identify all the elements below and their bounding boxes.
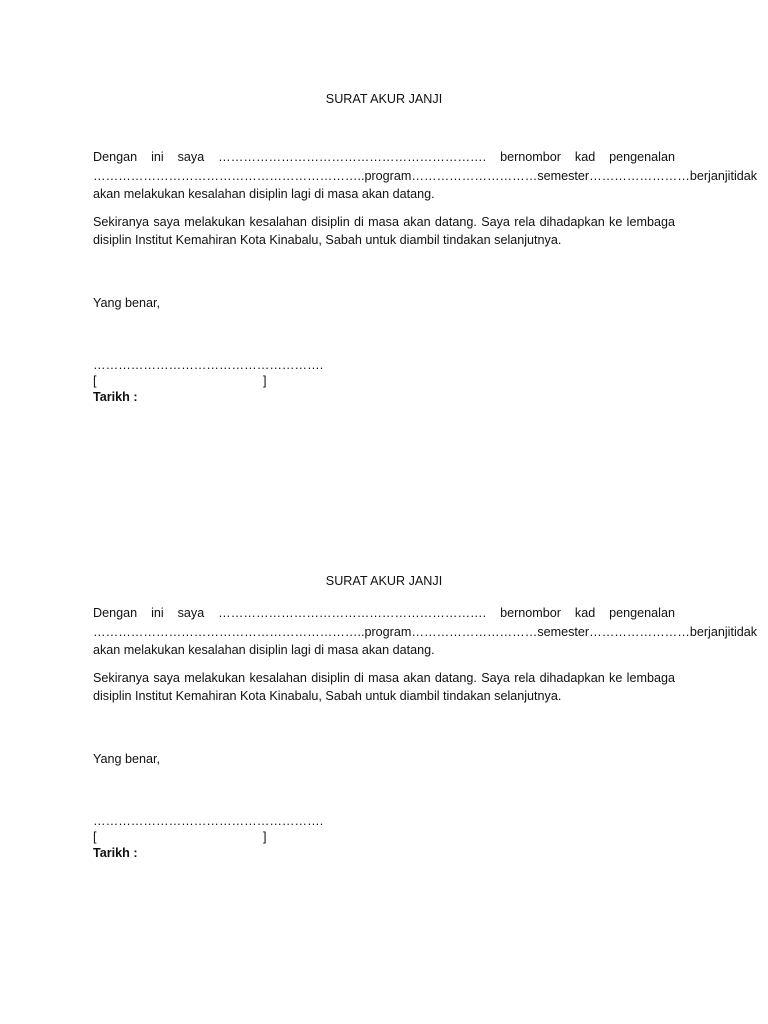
word: kesalahan (249, 670, 307, 685)
word: melakukan (184, 214, 246, 229)
word: datang. (434, 214, 477, 229)
name-blank: ………………………………………………………. (218, 606, 487, 620)
word: disiplin (311, 670, 350, 685)
consequence-line-1 (93, 669, 675, 688)
name-bracket (93, 372, 273, 388)
word: melakukan (184, 670, 246, 685)
declaration-line-2 (93, 623, 758, 642)
closing-salutation: Yang benar, (93, 751, 160, 766)
letter-title: SURAT AKUR JANJI (325, 574, 443, 588)
word: kesalahan (249, 214, 307, 229)
name-blank: ………………………………………………………. (218, 150, 487, 164)
id-number-blank: ……………………………………………………….. (93, 624, 365, 639)
word: program (364, 168, 412, 183)
word: di (354, 670, 364, 685)
letter-2 (93, 572, 758, 860)
word: tidak (730, 624, 758, 639)
declaration-line-1 (93, 604, 675, 623)
word: ke (609, 214, 623, 229)
word: saya (153, 670, 180, 685)
consequence-line-1 (93, 213, 675, 232)
date-label: Tarikh : (93, 846, 138, 860)
word: ini (151, 150, 164, 164)
word: Dengan (93, 606, 138, 620)
word: tidak (730, 168, 758, 183)
name-bracket (93, 828, 273, 844)
signature-line: ………………………………………………. (93, 814, 324, 828)
word: Sekiranya (93, 670, 150, 685)
word: bernombor (500, 150, 561, 164)
signature-line: ………………………………………………. (93, 358, 324, 372)
word: dihadapkan (539, 214, 605, 229)
word: saya (177, 150, 205, 164)
program-blank: ………………………… (411, 168, 538, 183)
word: kad (574, 150, 596, 164)
word: akan (403, 214, 431, 229)
id-number-blank: ……………………………………………………….. (93, 168, 365, 183)
word: pengenalan (609, 606, 675, 620)
word: rela (514, 670, 536, 685)
word: Saya (481, 214, 510, 229)
declaration-line-1 (93, 148, 675, 167)
letter-1 (93, 90, 758, 404)
date-label: Tarikh : (93, 390, 138, 404)
word: lembaga (626, 670, 675, 685)
word: dihadapkan (539, 670, 605, 685)
bracket-close: ] (263, 374, 267, 388)
word: di (354, 214, 364, 229)
word: disiplin (311, 214, 350, 229)
word: ini (151, 606, 164, 620)
word: saya (153, 214, 180, 229)
word: pengenalan (609, 150, 675, 164)
declaration-line-3: akan melakukan kesalahan disiplin lagi di masa akan datang. (93, 643, 435, 657)
word: program (364, 624, 412, 639)
word: Sekiranya (93, 214, 150, 229)
closing-salutation: Yang benar, (93, 295, 160, 310)
bracket-close: ] (263, 830, 267, 844)
declaration-line-3: akan melakukan kesalahan disiplin lagi di masa akan datang. (93, 187, 435, 201)
declaration-line-2 (93, 167, 758, 186)
consequence-line-2: disiplin Institut Kemahiran Kota Kinabalu, Sabah untuk diambil tindakan selanjutnya. (93, 233, 562, 247)
paragraph-declaration (93, 604, 758, 660)
word: bernombor (500, 606, 561, 620)
word: akan (403, 670, 431, 685)
word: lembaga (626, 214, 675, 229)
program-blank: ………………………… (411, 624, 538, 639)
word: Dengan (93, 150, 138, 164)
word: datang. (434, 670, 477, 685)
word: kad (574, 606, 596, 620)
consequence-line-2: disiplin Institut Kemahiran Kota Kinabalu, Sabah untuk diambil tindakan selanjutnya. (93, 689, 562, 703)
bracket-open: [ (93, 374, 97, 388)
bracket-open: [ (93, 830, 97, 844)
word: masa (368, 670, 399, 685)
paragraph-consequence (93, 669, 675, 706)
word: masa (368, 214, 399, 229)
paragraph-declaration (93, 148, 758, 204)
semester-blank: semester……………………berjanji (537, 168, 731, 183)
semester-blank: semester……………………berjanji (537, 624, 731, 639)
word: Saya (481, 670, 510, 685)
letter-title: SURAT AKUR JANJI (325, 92, 443, 106)
word: rela (514, 214, 536, 229)
word: ke (609, 670, 623, 685)
word: saya (177, 606, 205, 620)
paragraph-consequence (93, 213, 675, 250)
